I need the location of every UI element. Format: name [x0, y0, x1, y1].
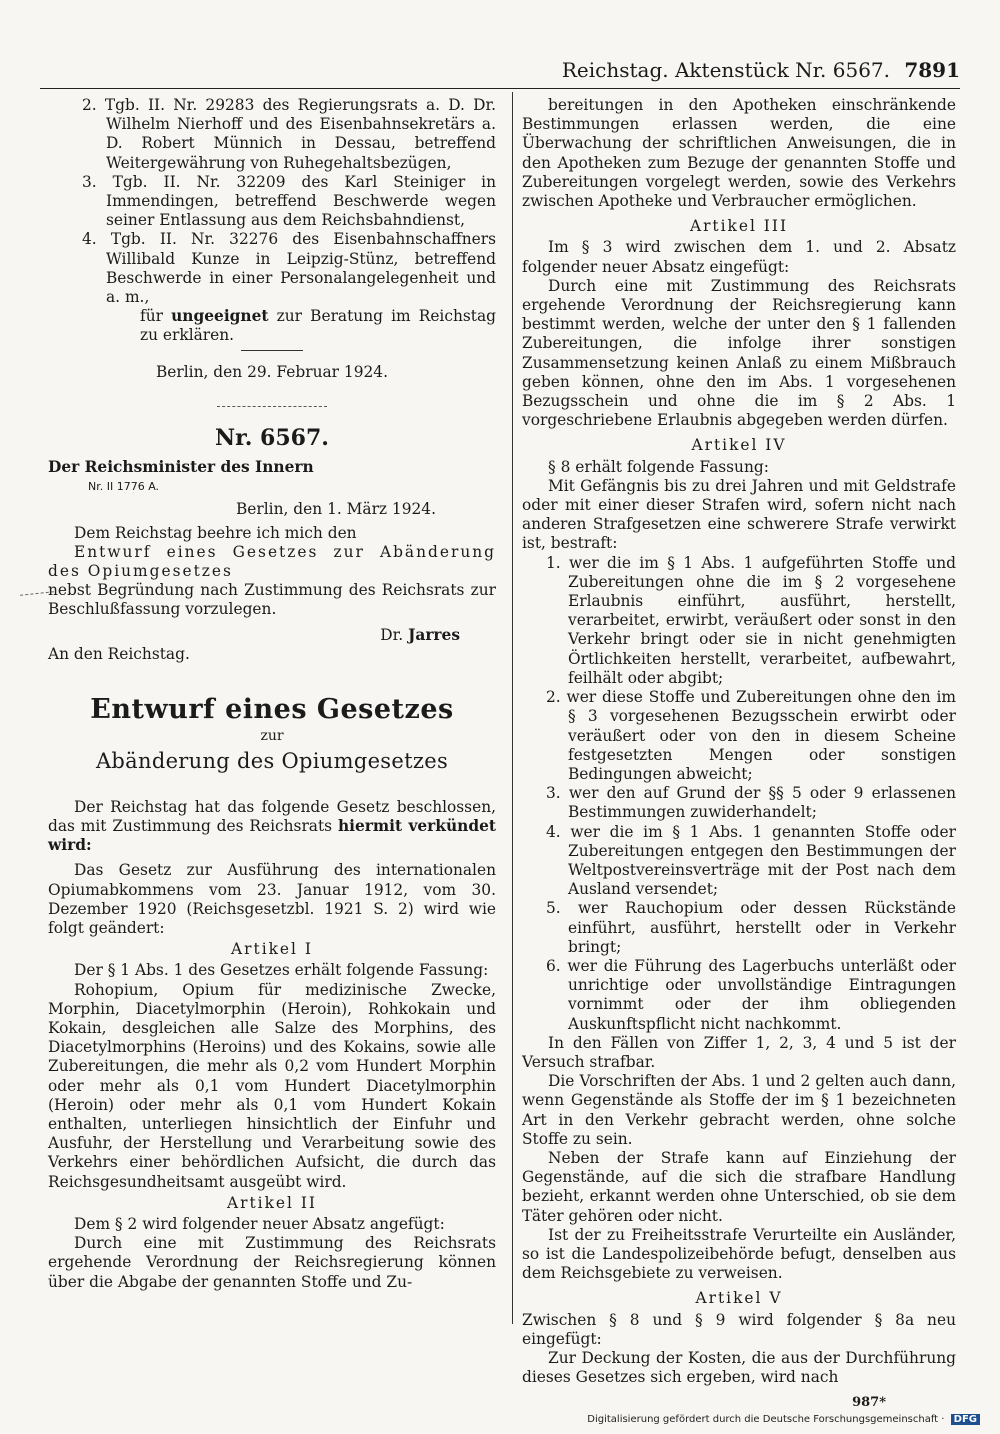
- left-column: [48, 96, 496, 1292]
- article-text: Durch eine mit Zustimmung des Reichsrats ergehende Verordnung der Reichsregierung können über die Abgabe der genannten Stoffe und Zu-: [48, 1234, 496, 1291]
- addressee: An den Reichstag.: [48, 644, 190, 663]
- article-heading: Artikel I: [231, 940, 313, 959]
- article-text: Mit Gefängnis bis zu drei Jahren und mit Geldstrafe oder mit einer dieser Strafen wird, sofern nicht nach anderen Strafgesetzen eine schwerere Strafe verwirkt ist, bestraft:: [522, 476, 956, 553]
- conclusion-post: zur Beratung im Reichstag zu erklären.: [140, 307, 496, 345]
- section-divider: [217, 406, 327, 407]
- title-connector: zur: [260, 728, 284, 745]
- bill-subtitle: Abänderung des Opiumgesetzes: [95, 749, 449, 774]
- preamble: [48, 798, 496, 856]
- article-text-continued: bereitungen in den Apotheken einschränkende Bestimmungen erlassen werden, die eine Überwachung der schriftlichen Anweisungen, die in den Apotheken zum Bezuge der genannten Stoffe und Zubereitungen vorgelegt werden, sowie des Verkehrs zwischen Apotheke und Verbraucher ermöglichen.: [522, 96, 956, 211]
- letter-closing: nebst Begründung nach Zustimmung des Reichsrats zur Beschlußfassung vorzulegen.: [48, 581, 496, 619]
- paragraph: Die Vorschriften der Abs. 1 und 2 gelten auch dann, wenn Gegenstände als Stoffe der im § 1 bezeichneten Art in den Verkehr gebracht werden, ohne solche Stoffe zu sein.: [522, 1072, 956, 1148]
- page-header: [40, 58, 960, 86]
- paragraph: Neben der Strafe kann auf Einziehung der Gegenstände, auf die sich die strafbare Handlung bezieht, erkannt werden ohne Unterschied, ob sie dem Täter gehören oder nicht.: [522, 1148, 956, 1225]
- list-item: 2. Tgb. II. Nr. 29283 des Regierungsrats a. D. Dr. Wilhelm Nierhoff und des Eisenbahnsekretärs a. D. Robert Münnich in Dessau, betreffend Weitergewährung von Ruhegehaltsbezügen,: [82, 96, 496, 172]
- article-text: Durch eine mit Zustimmung des Reichsrats ergehende Verordnung der Reichsregierung kann bestimmt werden, welche der unter den § 1 fallenden Zubereitungen, die infolge ihrer sonstigen Zusammensetzung keinen Anlaß zu einem Mißbrauch geben können, ohne den im Abs. 1 vorgesehenen Bezugsschein und ohne die im § 2 Abs. 1 vorgeschriebene Erlaubnis abgegeben werden dürfen.: [522, 276, 956, 430]
- date-line: Berlin, den 29. Februar 1924.: [155, 362, 388, 381]
- intro-paragraph: Das Gesetz zur Ausführung des internationalen Opiumabkommens vom 23. Januar 1912, vom 30. Dezember 1920 (Reichsgesetzbl. 1921 S. 2) wird wie folgt geändert:: [48, 861, 496, 937]
- sheet-number: 987*: [852, 1395, 886, 1411]
- list-item: 4. wer die im § 1 Abs. 1 genannten Stoffe oder Zubereitungen entgegen den Bestimmungen der Weltpostvereinsverträge mit der Post nach dem Ausland versendet;: [546, 822, 956, 899]
- article-intro: Der § 1 Abs. 1 des Gesetzes erhält folgende Fassung:: [74, 961, 489, 980]
- letter-subject: Entwurf eines Gesetzes zur Abänderung des Opiumgesetzes: [48, 542, 496, 581]
- preamble-bold: hiermit verkündet wird:: [48, 816, 496, 855]
- preamble-text: Der Reichstag hat das folgende Gesetz beschlossen, das mit Zustimmung des Reichsrats: [48, 797, 496, 835]
- conclusion-bold: ungeeignet: [171, 307, 269, 326]
- signature-name: Jarres: [408, 625, 460, 644]
- column-divider: [512, 92, 513, 1324]
- running-head: Reichstag. Aktenstück Nr. 6567.: [561, 58, 890, 82]
- conclusion: [48, 307, 496, 345]
- article-text: Rohopium, Opium für medizinische Zwecke, Morphin, Diacetylmorphin (Heroin), Rohkokain und Kokain, desgleichen alle Salze des Morphins, des Diacetylmorphins (Heroins) und des Kokains, sowie alle Zubereitungen, die mehr als 0,2 vom Hundert Morphin oder mehr als 0,1 vom Hundert Diacetylmorphin (Heroin) oder mehr als 0,1 vom Hundert Kokain enthalten, unterliegen hinsichtlich der Einfuhr und Ausfuhr, der Herstellung und Verarbeitung sowie des Verkehrs einer behördlichen Aufsicht, die durch das Reichsgesundheitsamt ausgeübt wird.: [48, 980, 496, 1191]
- article-text: Zur Deckung der Kosten, die aus der Durchführung dieses Gesetzes sich ergeben, wird nach: [522, 1349, 956, 1387]
- article-intro: Im § 3 wird zwischen dem 1. und 2. Absatz folgender neuer Absatz eingefügt:: [522, 238, 956, 276]
- right-column: [522, 96, 956, 1413]
- list-item: 2. wer diese Stoffe und Zubereitungen ohne den im § 3 vorgesehenen Bezugsschein erwirbt oder veräußert oder von den in diesem Scheine festgesetzten Mengen oder sonstigen Bedingungen abweicht;: [546, 688, 956, 783]
- article-heading: Artikel III: [689, 217, 789, 236]
- article-heading: Artikel II: [227, 1193, 317, 1212]
- list-item: 5. wer Rauchopium oder dessen Rückstände einführt, ausführt, herstellt oder in Verkehr bringt;: [546, 899, 956, 956]
- digitization-footer: Digitalisierung gefördert durch die Deutsche Forschungsgemeinschaft · DFG: [560, 1414, 980, 1430]
- article-intro: Dem § 2 wird folgender neuer Absatz angefügt:: [74, 1214, 445, 1233]
- article-intro: § 8 erhält folgende Fassung:: [548, 457, 769, 476]
- letter-intro: Dem Reichstag beehre ich mich den: [74, 523, 357, 542]
- document-number: Nr. 6567.: [215, 424, 329, 451]
- paragraph: Ist der zu Freiheitsstrafe Verurteilte ein Ausländer, so ist die Landespolizeibehörde befugt, denselben aus dem Reichsgebiete zu verweisen.: [522, 1225, 956, 1283]
- header-rule: [40, 88, 960, 89]
- page-number: 7891: [904, 58, 960, 82]
- list-item: 4. Tgb. II. Nr. 32276 des Eisenbahnschaffners Willibald Kunze in Leipzig-Stünz, betreffend Beschwerde in einer Personalangelegenheit und a. m.,: [82, 230, 496, 307]
- paragraph: In den Fällen von Ziffer 1, 2, 3, 4 und 5 ist der Versuch strafbar.: [522, 1033, 956, 1071]
- footer-text: Digitalisierung gefördert durch die Deutsche Forschungsgemeinschaft: [587, 1414, 939, 1425]
- article-heading: Artikel IV: [691, 436, 787, 455]
- list-item: 3. wer den auf Grund der §§ 5 oder 9 erlassenen Bestimmungen zuwiderhandelt;: [546, 784, 956, 822]
- list-item: 3. Tgb. II. Nr. 32209 des Karl Steiniger in Immendingen, betreffend Beschwerde wegen seiner Entlassung aus dem Reichsbahndienst,: [82, 172, 496, 230]
- signature-title: Dr.: [380, 625, 409, 644]
- list-item: 1. wer die im § 1 Abs. 1 aufgeführten Stoffe und Zubereitungen ohne die im § 2 vorgesehene Erlaubnis einführt, ausführt, herstellt, verarbeitet, erwirbt, veräußert oder sonst in den Verkehr bringt oder sie in nicht genehmigten Örtlichkeiten herstellt, verarbeitet, aufbewahrt, feilhält oder abgibt;: [546, 553, 956, 687]
- article-intro: Zwischen § 8 und § 9 wird folgender § 8a neu eingefügt:: [522, 1310, 956, 1348]
- signature: [48, 626, 496, 645]
- dfg-logo: DFG: [951, 1414, 980, 1425]
- reference-number: Nr. II 1776 A.: [88, 480, 160, 494]
- short-rule: [241, 350, 303, 351]
- list-item: 6. wer die Führung des Lagerbuchs unterläßt oder unrichtige oder unvollständige Eintragungen vornimmt oder der ihm obliegenden Auskunftspflicht nicht nachkommt.: [546, 956, 956, 1033]
- article-heading: Artikel V: [695, 1289, 783, 1308]
- bill-title: Entwurf eines Gesetzes: [90, 694, 454, 726]
- letter-date: Berlin, den 1. März 1924.: [235, 500, 436, 519]
- sender: Der Reichsminister des Innern: [48, 458, 314, 477]
- conclusion-pre: für: [140, 307, 172, 326]
